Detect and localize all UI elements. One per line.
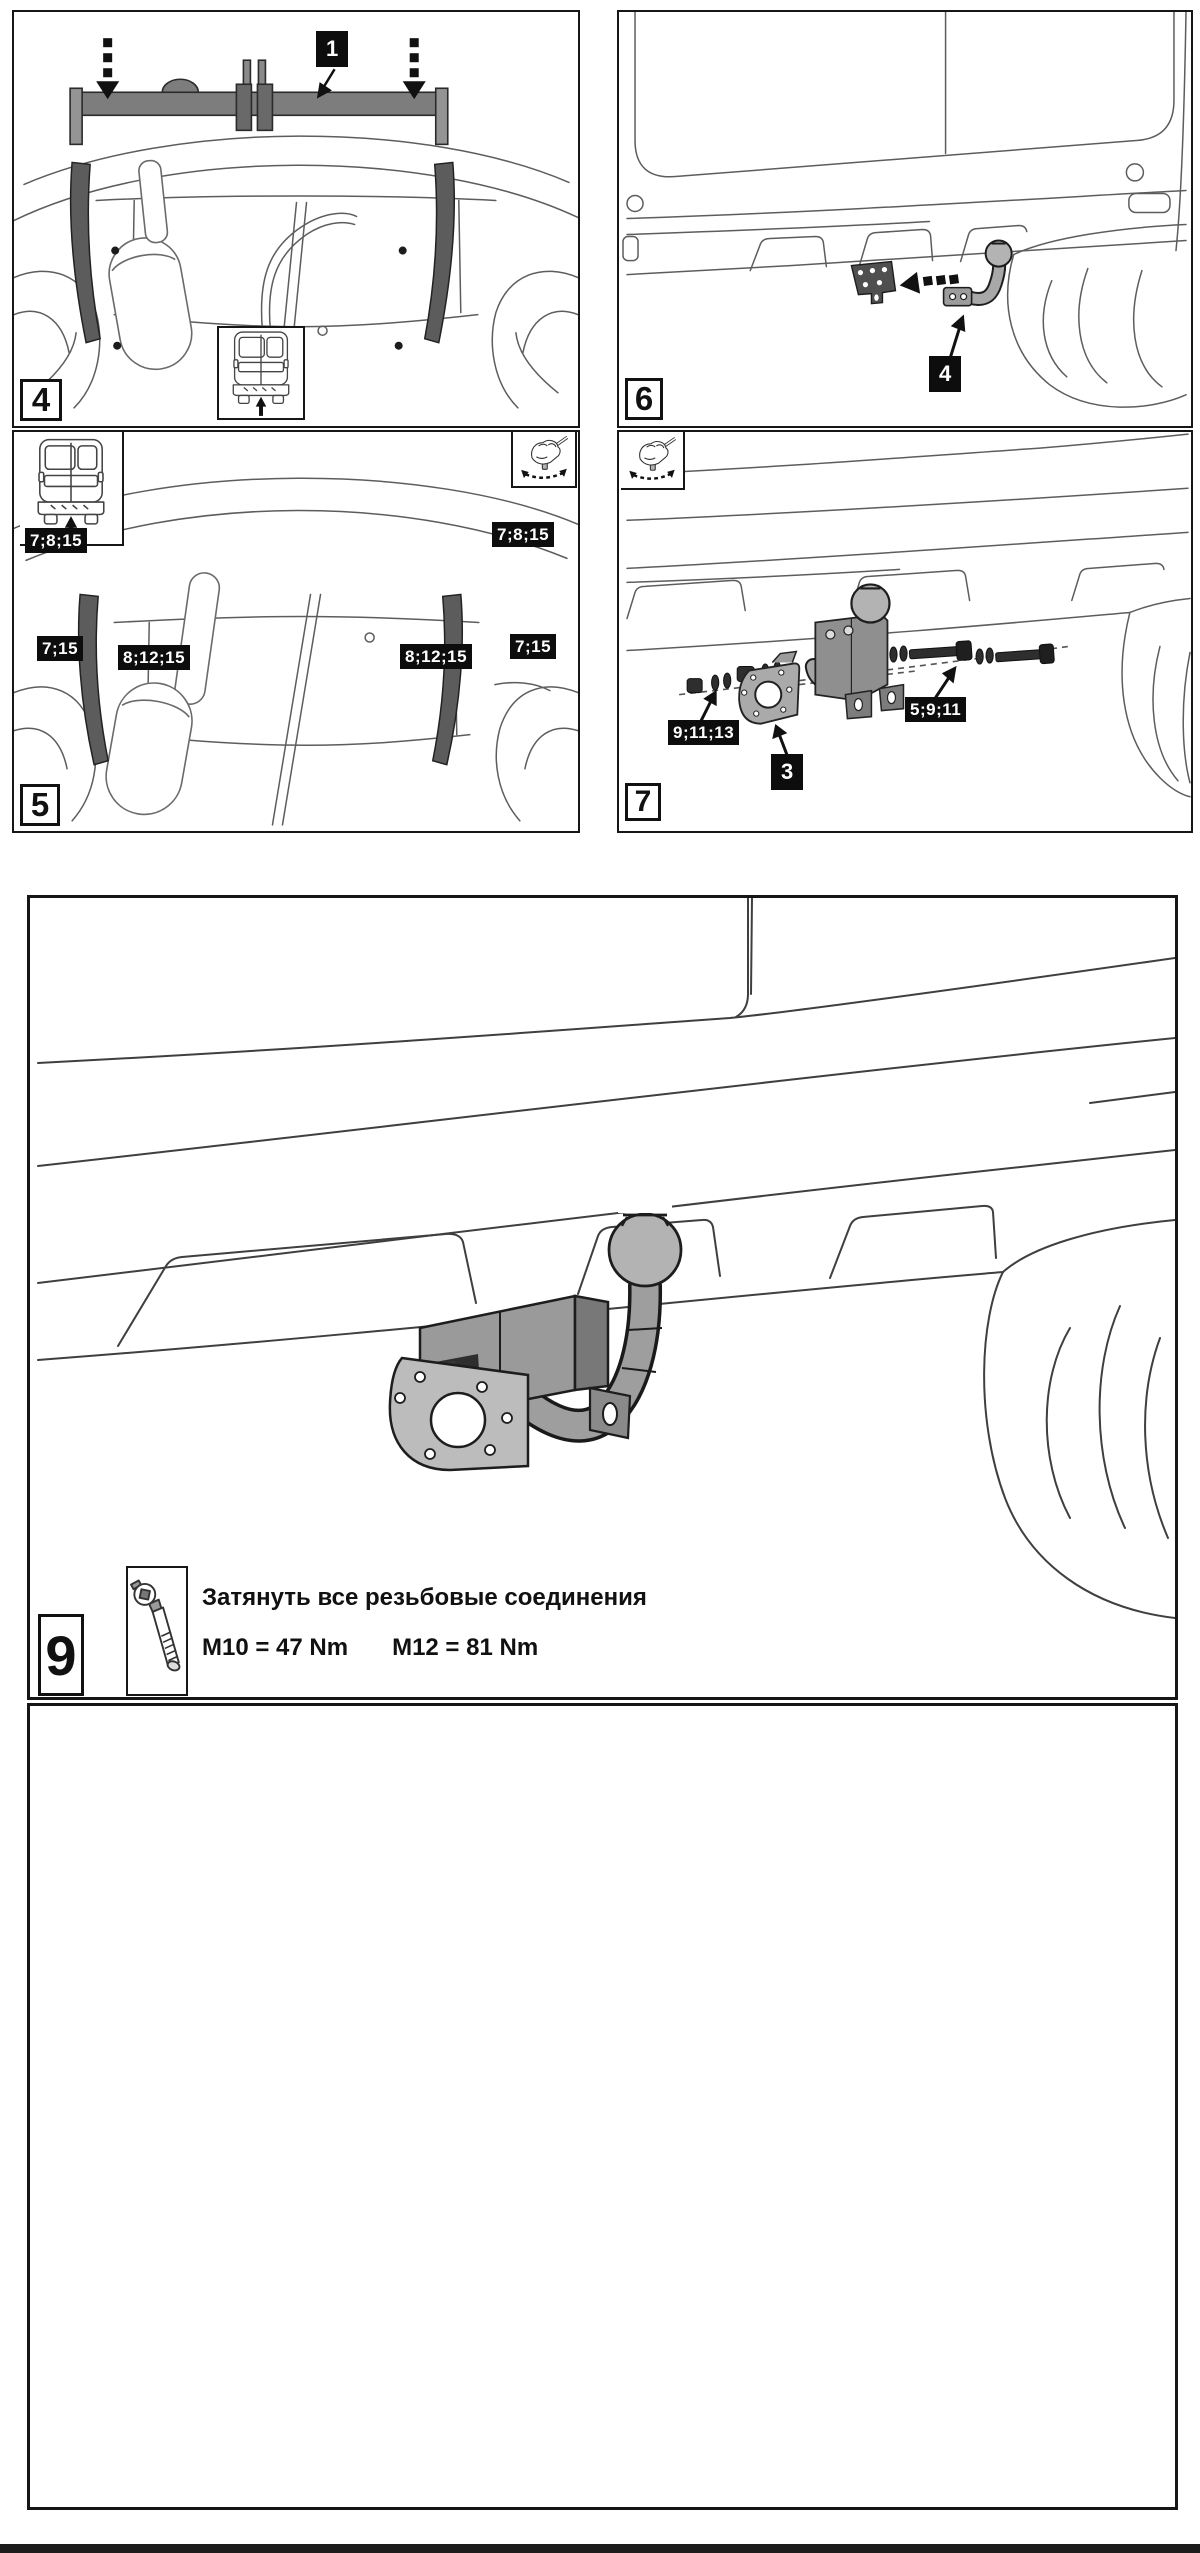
page-divider-bar	[0, 2544, 1200, 2553]
fastener-label: 8;12;15	[400, 644, 472, 669]
step-number-5: 5	[20, 784, 60, 826]
panel-step-5	[12, 430, 580, 833]
step-number-4: 4	[20, 379, 62, 421]
torque-wrench-inset	[126, 1566, 188, 1696]
fastener-label: 7;8;15	[492, 522, 554, 547]
panel-empty	[27, 1703, 1178, 2510]
panel7-line-art	[619, 432, 1191, 831]
panel-step-6	[617, 10, 1193, 428]
panel9-line-art	[30, 898, 1175, 1697]
step-number-9: 9	[38, 1614, 84, 1696]
torque-m12: M12 = 81 Nm	[392, 1634, 539, 1661]
fastener-label: 9;11;13	[668, 720, 739, 745]
fastener-label: 7;15	[37, 636, 83, 661]
torque-m10: M10 = 47 Nm	[202, 1634, 349, 1661]
fastener-label: 7;15	[510, 634, 556, 659]
step-number-6: 6	[625, 378, 663, 420]
fastener-label: 5;9;11	[905, 697, 966, 722]
fastener-label: 7;8;15	[25, 528, 87, 553]
hand-tighten-inset	[621, 432, 685, 490]
part-callout-3: 3	[771, 754, 803, 790]
hand-tighten-icon	[625, 435, 679, 485]
van-rear-icon	[228, 329, 294, 417]
vehicle-rear-inset	[217, 326, 305, 420]
panel-step-9	[27, 895, 1178, 1700]
hand-tighten-icon	[516, 434, 572, 484]
part-callout-4: 4	[929, 356, 961, 392]
part-callout-1: 1	[316, 31, 348, 67]
torque-instruction: Затянуть все резьбовые соединения	[202, 1584, 647, 1611]
hand-tighten-inset	[511, 432, 577, 488]
torque-wrench-icon	[130, 1572, 184, 1690]
fastener-label: 8;12;15	[118, 645, 190, 670]
panel6-line-art	[619, 12, 1191, 426]
panel-step-4	[12, 10, 580, 428]
torque-values	[202, 1634, 538, 1662]
step-number-7: 7	[625, 783, 661, 821]
van-rear-icon	[32, 436, 110, 540]
panel-step-7	[617, 430, 1193, 833]
